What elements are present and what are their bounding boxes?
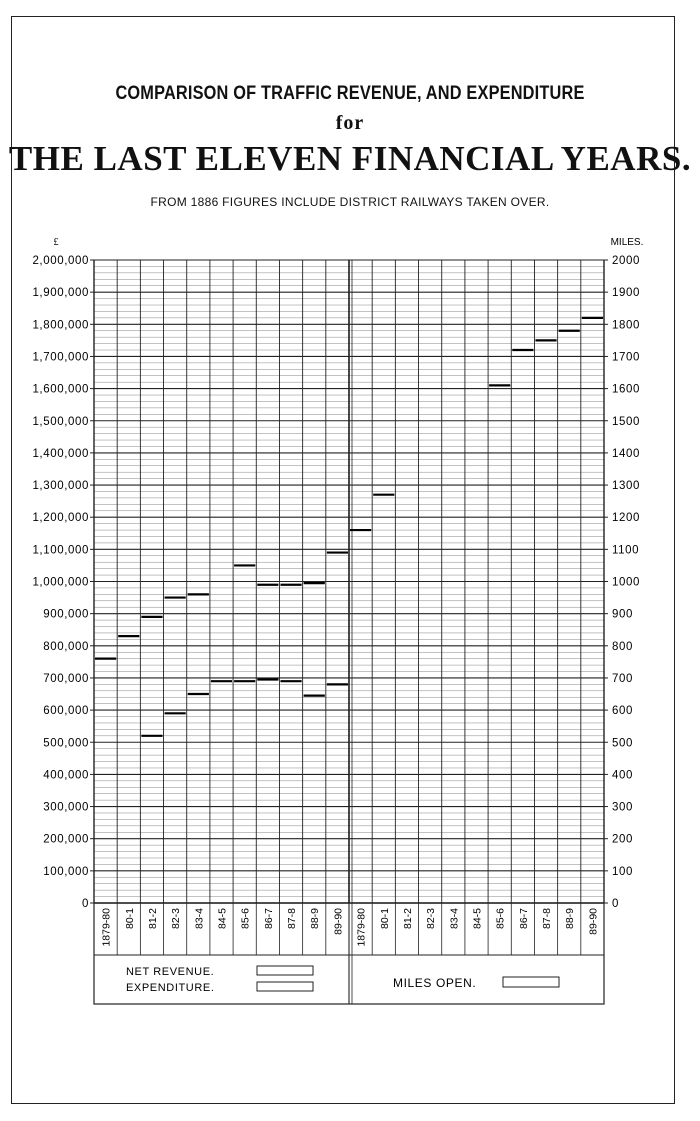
right-category-label: 83-4 [448,908,461,930]
left-y-tick-label: 1,200,000 [32,512,89,525]
title-line-3: THE LAST ELEVEN FINANCIAL YEARS. [8,139,692,178]
right-y-tick-label: 1500 [612,415,640,428]
right-category-label: 88-9 [564,908,577,930]
right-category-label: 82-3 [425,908,438,930]
left-y-tick-label: 200,000 [43,833,89,846]
right-y-tick-label: 1700 [612,351,640,364]
left-axis-unit-label: £ [53,237,59,248]
right-category-label: 80-1 [378,908,391,930]
left-y-tick-label: 500,000 [43,737,89,750]
left-y-tick-label: 1,700,000 [32,351,89,364]
left-y-tick-label: 1,300,000 [32,480,89,493]
left-category-label: 87-8 [286,908,299,930]
left-y-tick-label: 1,000,000 [32,576,89,589]
left-category-label: 86-7 [262,908,275,930]
left-category-label: 89-90 [332,908,345,935]
left-y-tick-label: 800,000 [43,640,89,653]
left-y-tick-label: 300,000 [43,801,89,814]
right-y-tick-label: 300 [612,801,633,814]
right-category-label: 86-7 [517,908,530,930]
left-y-tick-label: 1,500,000 [32,415,89,428]
right-y-tick-label: 1200 [612,512,640,525]
legend-swatch-miles-open [503,977,559,987]
right-y-tick-label: 500 [612,737,633,750]
legend-label-miles-open: MILES OPEN. [393,976,477,990]
title-line-2: for [335,112,365,134]
right-y-tick-label: 1300 [612,480,640,493]
left-category-label: 82-3 [170,908,183,930]
left-y-tick-label: 1,400,000 [32,447,89,460]
left-y-tick-label: 1,900,000 [32,287,89,300]
left-y-tick-label: 400,000 [43,769,89,782]
right-y-tick-label: 800 [612,640,633,653]
right-y-tick-label: 1100 [612,544,640,557]
right-category-label: 81-2 [401,908,414,930]
left-y-tick-label: 2,000,000 [32,255,89,267]
legend-swatch-expenditure [257,982,313,991]
right-category-label: 84-5 [471,908,484,930]
right-y-tick-label: 1900 [612,287,640,300]
left-category-label: 83-4 [193,908,206,930]
left-category-label: 85-6 [239,908,252,930]
legend-swatch-net-revenue [257,966,313,975]
right-y-tick-label: 1600 [612,383,640,396]
right-y-tick-label: 600 [612,705,633,718]
right-category-label: 85-6 [494,908,507,930]
chart-subtitle: FROM 1886 FIGURES INCLUDE DISTRICT RAILWAYS TAKEN OVER. [150,195,550,209]
left-y-tick-label: 700,000 [43,672,89,685]
right-y-tick-label: 1000 [612,576,640,589]
right-y-tick-label: 0 [612,898,619,910]
left-y-tick-label: 1,800,000 [32,319,89,332]
right-y-tick-label: 700 [612,672,633,685]
legend-label-net-revenue: NET REVENUE. [126,966,215,978]
right-axis-unit-label: MILES. [610,237,644,248]
right-y-tick-label: 400 [612,769,633,782]
left-category-label: 80-1 [123,908,136,930]
left-category-label: 88-9 [309,908,322,930]
right-y-tick-label: 1800 [612,319,640,332]
left-y-tick-label: 600,000 [43,705,89,718]
right-y-tick-label: 1400 [612,447,640,460]
left-y-tick-label: 900,000 [43,608,89,621]
left-category-label: 84-5 [216,908,229,930]
right-y-tick-label: 200 [612,833,633,846]
left-y-tick-label: 100,000 [43,865,89,878]
title-line-1: COMPARISON OF TRAFFIC REVENUE, AND EXPENDITURE [115,83,585,104]
left-y-tick-label: 1,600,000 [32,383,89,396]
legend-label-expenditure: EXPENDITURE. [126,982,215,994]
left-y-tick-label: 0 [82,898,89,910]
right-y-tick-label: 900 [612,608,633,621]
left-y-tick-label: 1,100,000 [32,544,89,557]
right-category-label: 87-8 [541,908,554,930]
right-y-tick-label: 100 [612,865,633,878]
right-category-label: 1879-80 [355,908,368,947]
left-category-label: 81-2 [146,908,159,930]
right-category-label: 89-90 [587,908,600,935]
left-category-label: 1879-80 [100,908,113,947]
right-y-tick-label: 2000 [612,255,640,267]
